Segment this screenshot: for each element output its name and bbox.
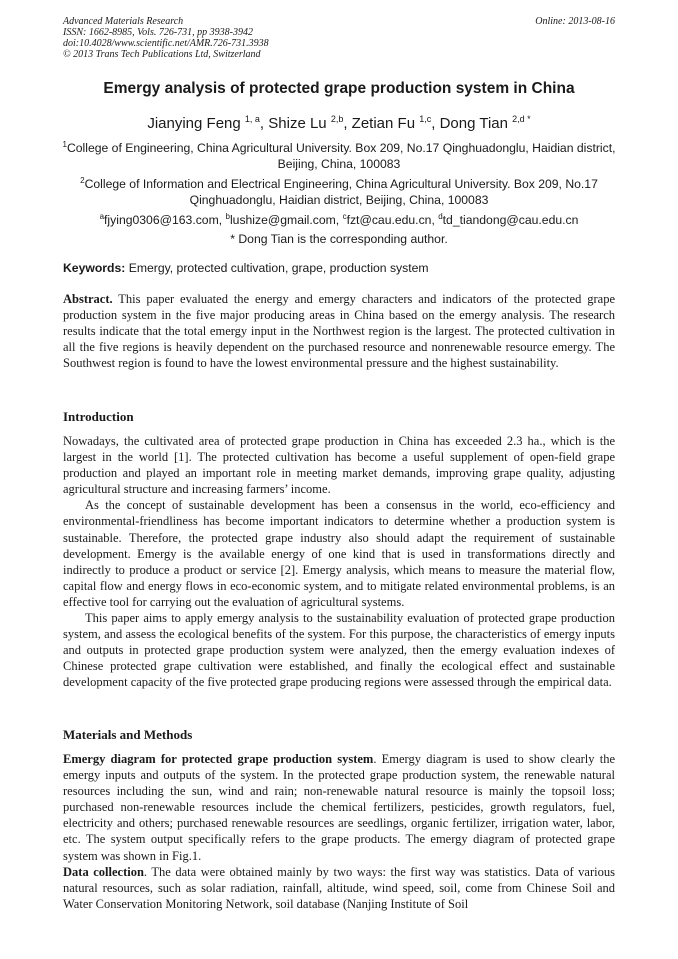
issn: ISSN: 1662-8985, Vols. 726-731, pp 3938-3942 xyxy=(63,27,253,38)
abstract-label: Abstract. xyxy=(63,292,113,306)
email-link[interactable]: fzt@cau.edu.cn, xyxy=(346,213,439,228)
affiliation-text: College of Information and Electrical Engineering, China Agricultural University. Box 209, No.17 Qinghuadonglu, Haidian district, Beijing, China, 100083 xyxy=(84,177,598,208)
email-link[interactable]: fjying0306@163.com, xyxy=(104,213,226,228)
corresponding-author-note: * Dong Tian is the corresponding author. xyxy=(230,232,448,246)
author-sup: 1, a xyxy=(244,114,260,124)
section-heading-introduction: Introduction xyxy=(63,409,134,424)
author-sep: , xyxy=(431,115,440,132)
author-sep: , xyxy=(343,115,352,132)
mm-paragraph xyxy=(63,864,615,912)
affiliation-sup: 1 xyxy=(62,140,67,149)
doi: doi:10.4028/www.scientific.net/AMR.726-731.3938 xyxy=(63,38,269,49)
author-name: Jianying Feng xyxy=(147,115,241,132)
journal-header xyxy=(63,16,269,60)
author-name: Shize Lu xyxy=(268,115,327,132)
keywords-text: Emergy, protected cultivation, grape, production system xyxy=(125,261,429,275)
section-heading-materials-methods: Materials and Methods xyxy=(63,727,193,742)
mm-subheading: Data collection xyxy=(63,864,144,879)
author-sup: 2,b xyxy=(330,114,344,124)
affiliation-1 xyxy=(60,137,618,172)
author-emails xyxy=(60,209,618,228)
mm-subheading: Emergy diagram for protected grape production system xyxy=(63,752,374,766)
author-name: Zetian Fu xyxy=(351,115,416,132)
email-sup: c xyxy=(342,212,347,221)
intro-paragraph: Nowadays, the cultivated area of protected grape production in China has exceeded 2.3 ha., which is the largest in the world [1]. The protected cultivation has become a useful supplement of open-field grape production and played an important role in meeting market demands, improving grape quality, adjusting agricultural structure and increasing farmers’ income. xyxy=(63,434,615,497)
mm-text: . The data were obtained mainly by two ways: the first way was statistics. Data of various natural resources, such as solar radiation, rainfall, altitude, wind speed, soil, come from Chinese Soil and Water Conservation Monitoring Network, soil database (Nanjing Institute of Soil xyxy=(63,864,615,911)
affiliation-2 xyxy=(60,173,618,208)
author-sup: 1,c xyxy=(419,114,432,124)
affiliation-text: College of Engineering, China Agricultural University. Box 209, No.17 Qinghuadonglu, Haidian district, Beijing, China, 100083 xyxy=(66,141,616,172)
keywords xyxy=(63,261,623,275)
email-sup: d xyxy=(438,212,443,221)
abstract-text: This paper evaluated the energy and emergy characters and indicators of the protected grape production system in the five major producing areas in China based on the emergy analysis. The research results indicate that the total emergy input in the Northwest region is the largest. The protected cultivation in all the five regions is heavily dependent on the purchased resource and nonrenewable resource emergy. The Southwest region is found to have the lowest environmental pressure and the highest sustainability. xyxy=(63,292,615,371)
keywords-label: Keywords: xyxy=(63,261,126,275)
abstract xyxy=(63,291,615,371)
mm-text: . Emergy diagram is used to show clearly the emergy inputs and outputs of the system. In the protected grape production system, the renewable natural resources including the sun, wind and rain; non-renewable natural resource is mainly the topsoil loss; purchased non-renewable resources include the chemical fertilizers, pesticides, growth regulators, fuel, electricity and others; purchased renewable resources are seedlings, organic fertilizer, irrigation water, labor, etc. The system output specifically refers to the grape products. The emergy diagram of protected grape system was shown in Fig.1. xyxy=(63,752,615,863)
author-list xyxy=(0,114,678,132)
email-sup: a xyxy=(99,212,105,221)
author-name: Dong Tian xyxy=(439,115,508,132)
email-link[interactable]: td_tiandong@cau.edu.cn xyxy=(442,213,579,228)
author-sep: , xyxy=(259,115,269,132)
intro-paragraph: As the concept of sustainable development has been a consensus in the world, eco-efficiency and environmental-friendliness has become important indicators to determine whether a production system is sustainable. Therefore, the protected grape industry also should adapt the requirement of sustainable development. Emergy is the available energy of one kind that is used in transformations directly and indirectly to produce a product or service [2]. Emergy analysis, which means to measure the material flow, capital flow and energy flows in eco-economic system, and to mitigate related environmental problems, is an effective tool for carrying out the evaluation of agricultural systems. xyxy=(63,498,615,609)
online-date: Online: 2013-08-16 xyxy=(535,16,615,27)
email-link[interactable]: lushize@gmail.com, xyxy=(229,213,343,228)
copyright: © 2013 Trans Tech Publications Ltd, Switzerland xyxy=(63,49,261,60)
intro-paragraph: This paper aims to apply emergy analysis to the sustainability evaluation of protected grape production system, and assess the ecological benefits of the system. For this purpose, the characteristics of emergy inputs and outputs in protected grape production system were analyzed, then the emergy evaluation indexes of Chinese protected grape cultivation were established, and finally the ecological effect and sustainable development capacity of the five protected grape producing regions were assessed through the empirical data. xyxy=(63,611,615,690)
materials-methods-body xyxy=(63,751,615,912)
paper-title: Emergy analysis of protected grape production system in China xyxy=(103,80,575,97)
author-sup: 2,d * xyxy=(512,114,531,124)
introduction-body xyxy=(63,433,615,691)
affiliation-sup: 2 xyxy=(80,176,85,185)
journal-name: Advanced Materials Research xyxy=(63,16,184,27)
email-sup: b xyxy=(225,212,230,221)
mm-paragraph xyxy=(63,751,615,864)
